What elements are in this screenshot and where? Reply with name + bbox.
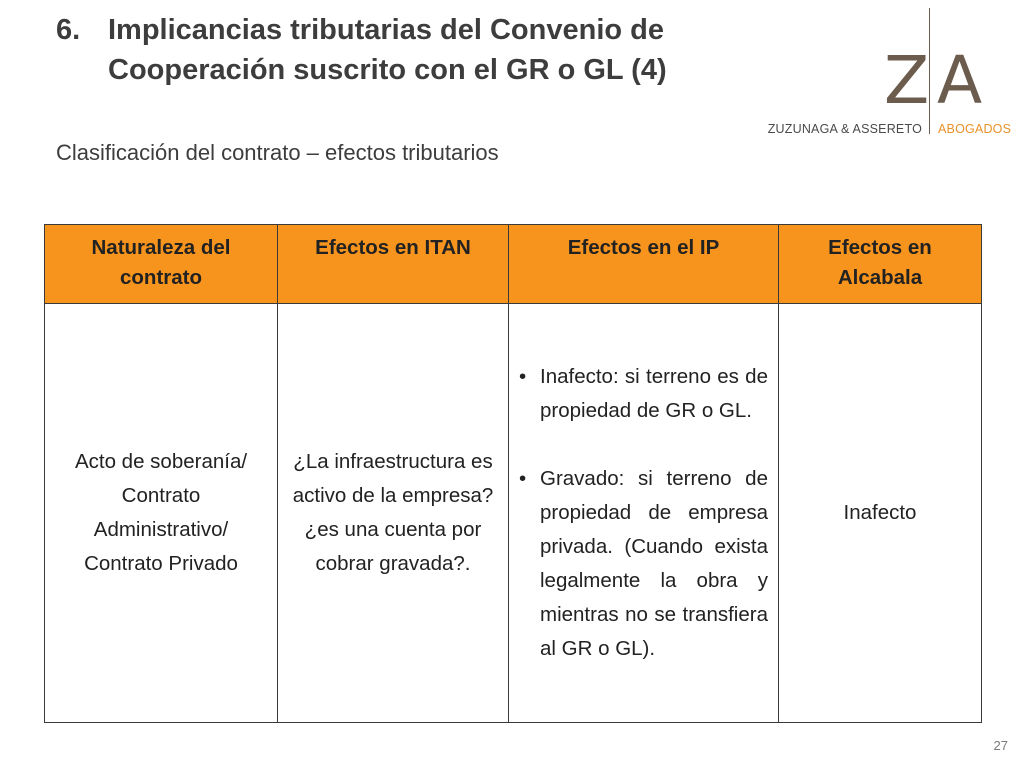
cell-alcabala: Inafecto — [779, 304, 982, 723]
table-row — [45, 304, 982, 723]
slide-subtitle: Clasificación del contrato – efectos tributarios — [56, 140, 499, 165]
logo-letter-a: A — [937, 42, 983, 119]
logo-practice: ABOGADOS — [938, 122, 1012, 136]
title-number: 6. — [56, 14, 81, 46]
naturaleza-line: Administrativo/ — [93, 518, 229, 541]
logo-firm-name: ZUZUNAGA & ASSERETO — [767, 122, 922, 136]
itan-question: ¿La infraestructura es activo de la empresa? — [292, 450, 494, 507]
header-ip: Efectos en el IP — [509, 225, 779, 304]
logo-letter-z: Z — [884, 42, 930, 119]
naturaleza-line: Acto de soberanía/ — [74, 450, 248, 473]
slide-title — [56, 10, 756, 90]
table-header-row — [45, 225, 982, 304]
ip-bullet-gravado: • Gravado: si terreno de propiedad de empresa privada. (Cuando exista legalmente la obra y mientras no se transfiera al GR o GL). — [519, 462, 768, 666]
firm-logo — [760, 8, 1012, 138]
cell-naturaleza — [45, 304, 278, 723]
title-text: Implicancias tributarias del Convenio de Cooperación suscrito con el GR o GL (4) — [108, 14, 667, 86]
naturaleza-line: Contrato Privado — [84, 552, 238, 575]
header-naturaleza: Naturaleza del contrato — [45, 225, 278, 304]
page-number: 27 — [993, 738, 1008, 753]
tax-effects-table — [44, 224, 982, 723]
ip-bullet-inafecto: • Inafecto: si terreno es de propiedad de GR o GL. — [519, 360, 768, 428]
header-alcabala: Efectos en Alcabala — [779, 225, 982, 304]
itan-question: ¿es una cuenta por cobrar gravada?. — [304, 518, 482, 575]
cell-ip — [509, 304, 779, 723]
cell-itan — [278, 304, 509, 723]
logo-divider — [929, 8, 930, 134]
naturaleza-line: Contrato — [121, 484, 201, 507]
header-itan: Efectos en ITAN — [278, 225, 509, 304]
